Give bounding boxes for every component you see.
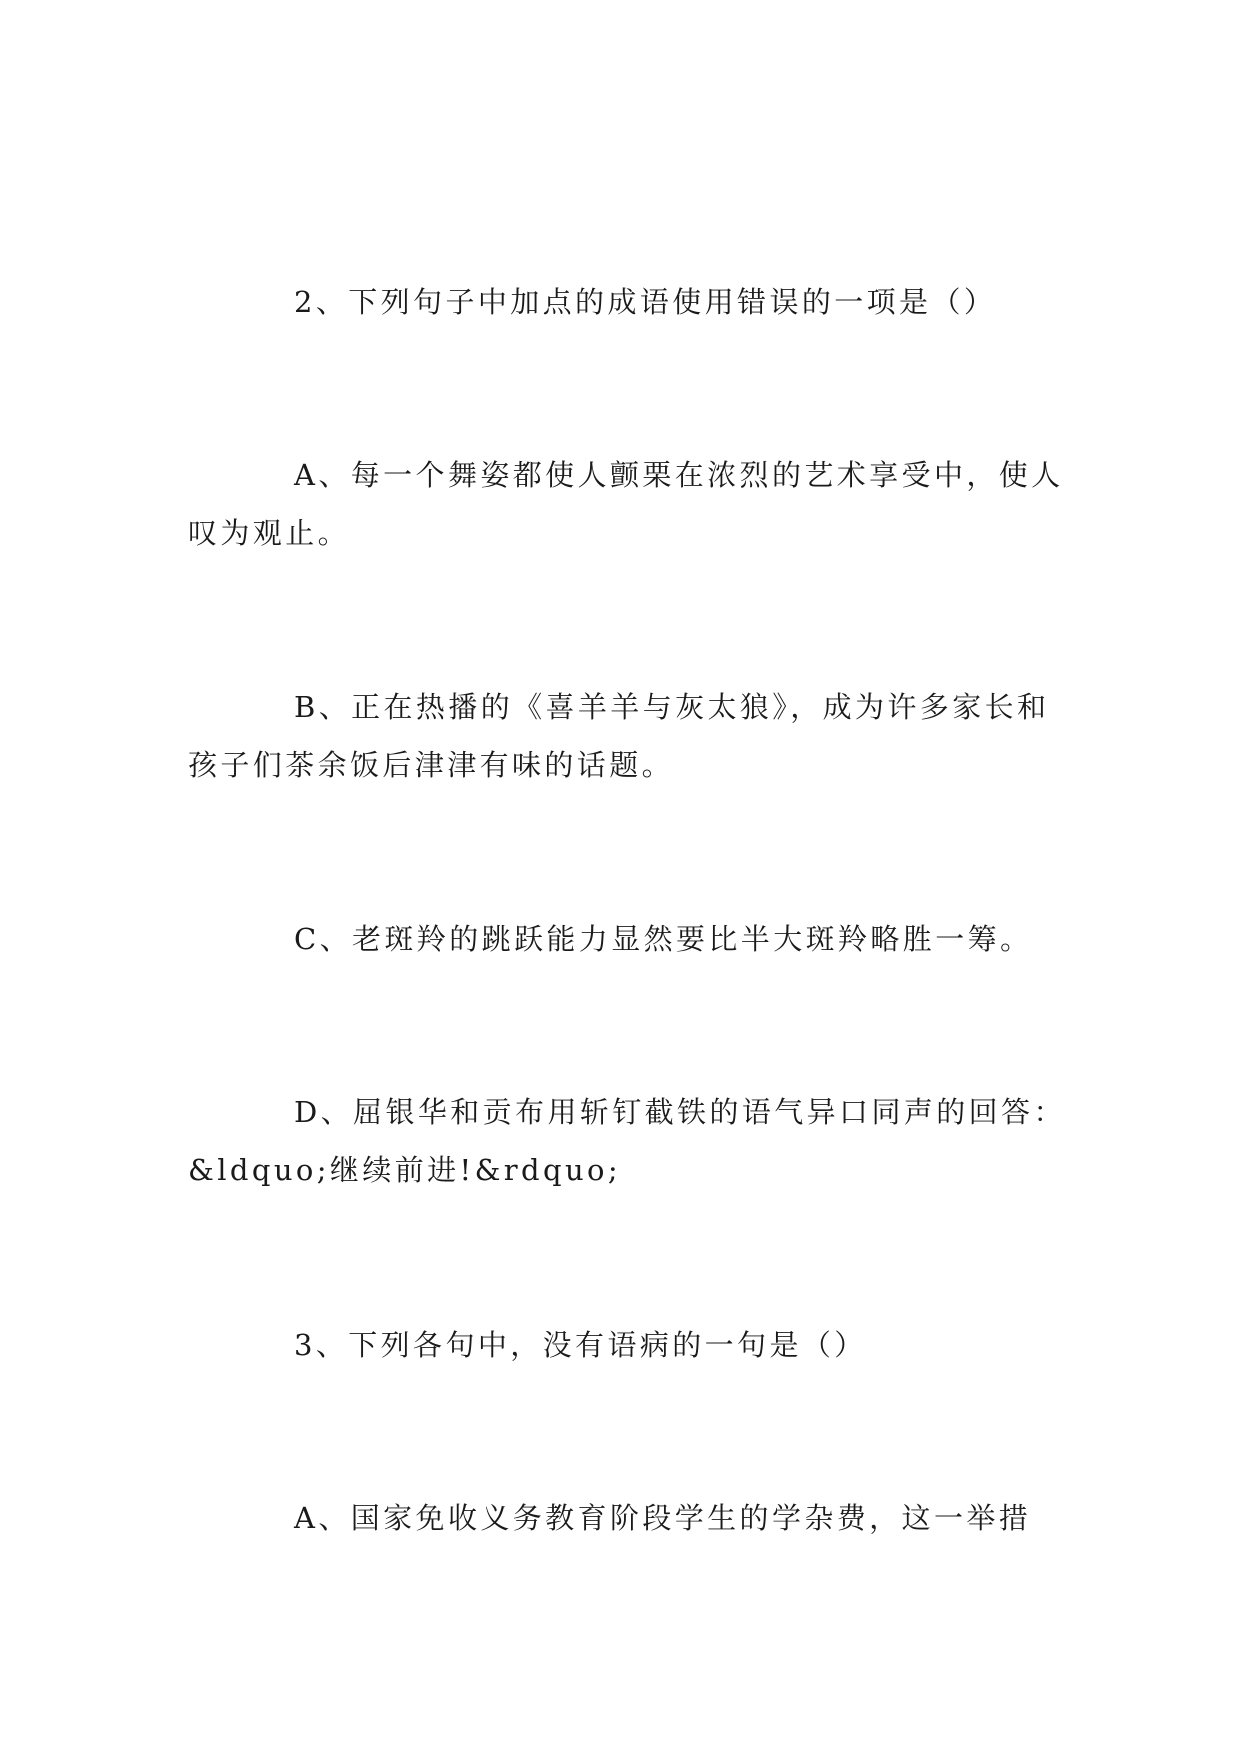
question-2-option-c: C、老斑羚的跳跃能力显然要比半大斑羚略胜一筹。: [294, 922, 1033, 956]
question-2-title: 2、下列句子中加点的成语使用错误的一项是（）: [294, 285, 997, 319]
question-2-option-b: B、正在热播的《喜羊羊与灰太狼》，成为许多家长和孩子们茶余饭后津津有味的话题。: [188, 690, 1050, 782]
question-3-title: 3、下列各句中，没有语病的一句是（）: [294, 1328, 867, 1362]
question-2-option-d: D、屈银华和贡布用斩钉截铁的语气异口同声的回答：&ldquo;继续前进!&rdquo;: [188, 1095, 1066, 1187]
question-3-option-a: A、国家免收义务教育阶段学生的学杂费，这一举措: [294, 1501, 1032, 1535]
question-2-option-a: A、每一个舞姿都使人颤栗在浓烈的艺术享受中，使人叹为观止。: [188, 458, 1064, 550]
